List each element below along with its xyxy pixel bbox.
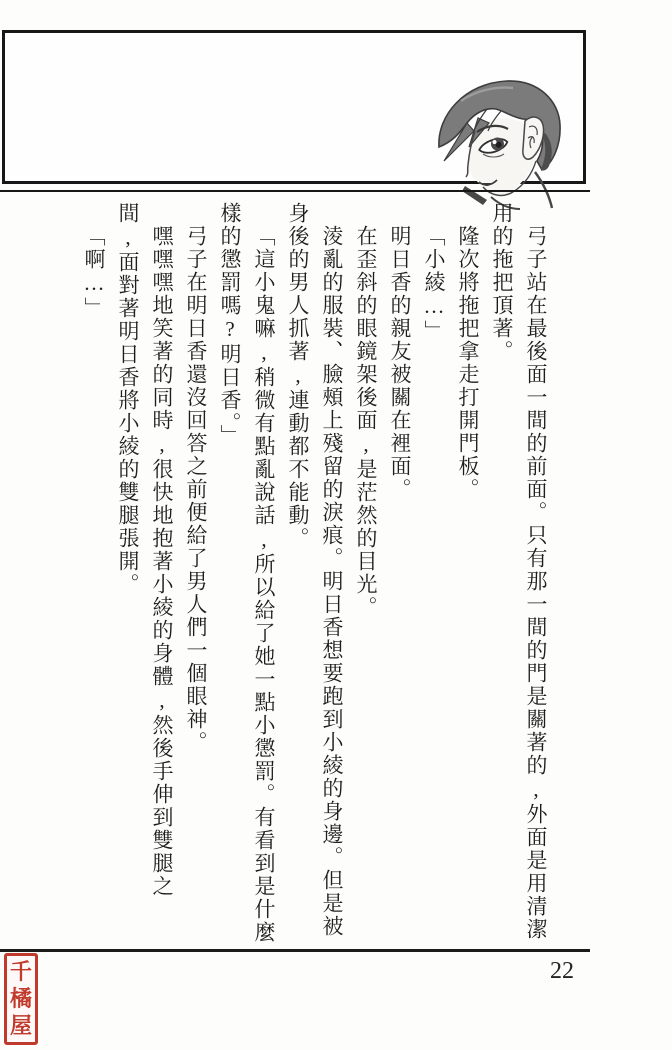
seal-character: 千	[9, 958, 32, 984]
paragraph: 隆次將拖把拿走打開門板。	[456, 225, 480, 501]
header-frame-double-rule	[0, 190, 590, 192]
character-portrait-illustration	[425, 71, 585, 221]
publisher-seal	[4, 953, 38, 1045]
paragraph: 弓子在明日香還沒回答之前便給了男人們一個眼神。	[184, 225, 208, 754]
paragraph: 「啊…」	[82, 225, 106, 320]
seal-character: 屋	[9, 1013, 32, 1039]
header-illustration-frame	[2, 30, 586, 184]
seal-character: 橘	[9, 985, 32, 1011]
footer-rule	[0, 949, 590, 952]
page-number: 22	[550, 958, 574, 984]
body-text	[75, 202, 553, 946]
paragraph: 淩亂的服裝、臉頰上殘留的淚痕。明日香想要跑到小綾的身邊。但是被身後的男人抓著,連動都不能動。	[286, 202, 344, 938]
paragraph: 明日香的親友被關在裡面。	[388, 225, 412, 501]
paragraph: 弓子站在最後面一間的前面。只有那一間的門是關著的,外面是用清潔用的拖把頂著。	[490, 202, 548, 941]
paragraph: 在歪斜的眼鏡架後面,是茫然的目光。	[354, 225, 378, 619]
paragraph: 「小綾…」	[422, 225, 446, 343]
paragraph: 「這小鬼嘛,稍微有點亂說話,所以給了她一點小懲罰。有看到是什麼樣的懲罰嗎?明日香。」	[218, 202, 276, 944]
paragraph: 嘿嘿嘿地笑著的同時,很快地抱著小綾的身體,然後手伸到雙腿之間,面對著明日香將小綾的雙腿張開。	[116, 202, 174, 898]
